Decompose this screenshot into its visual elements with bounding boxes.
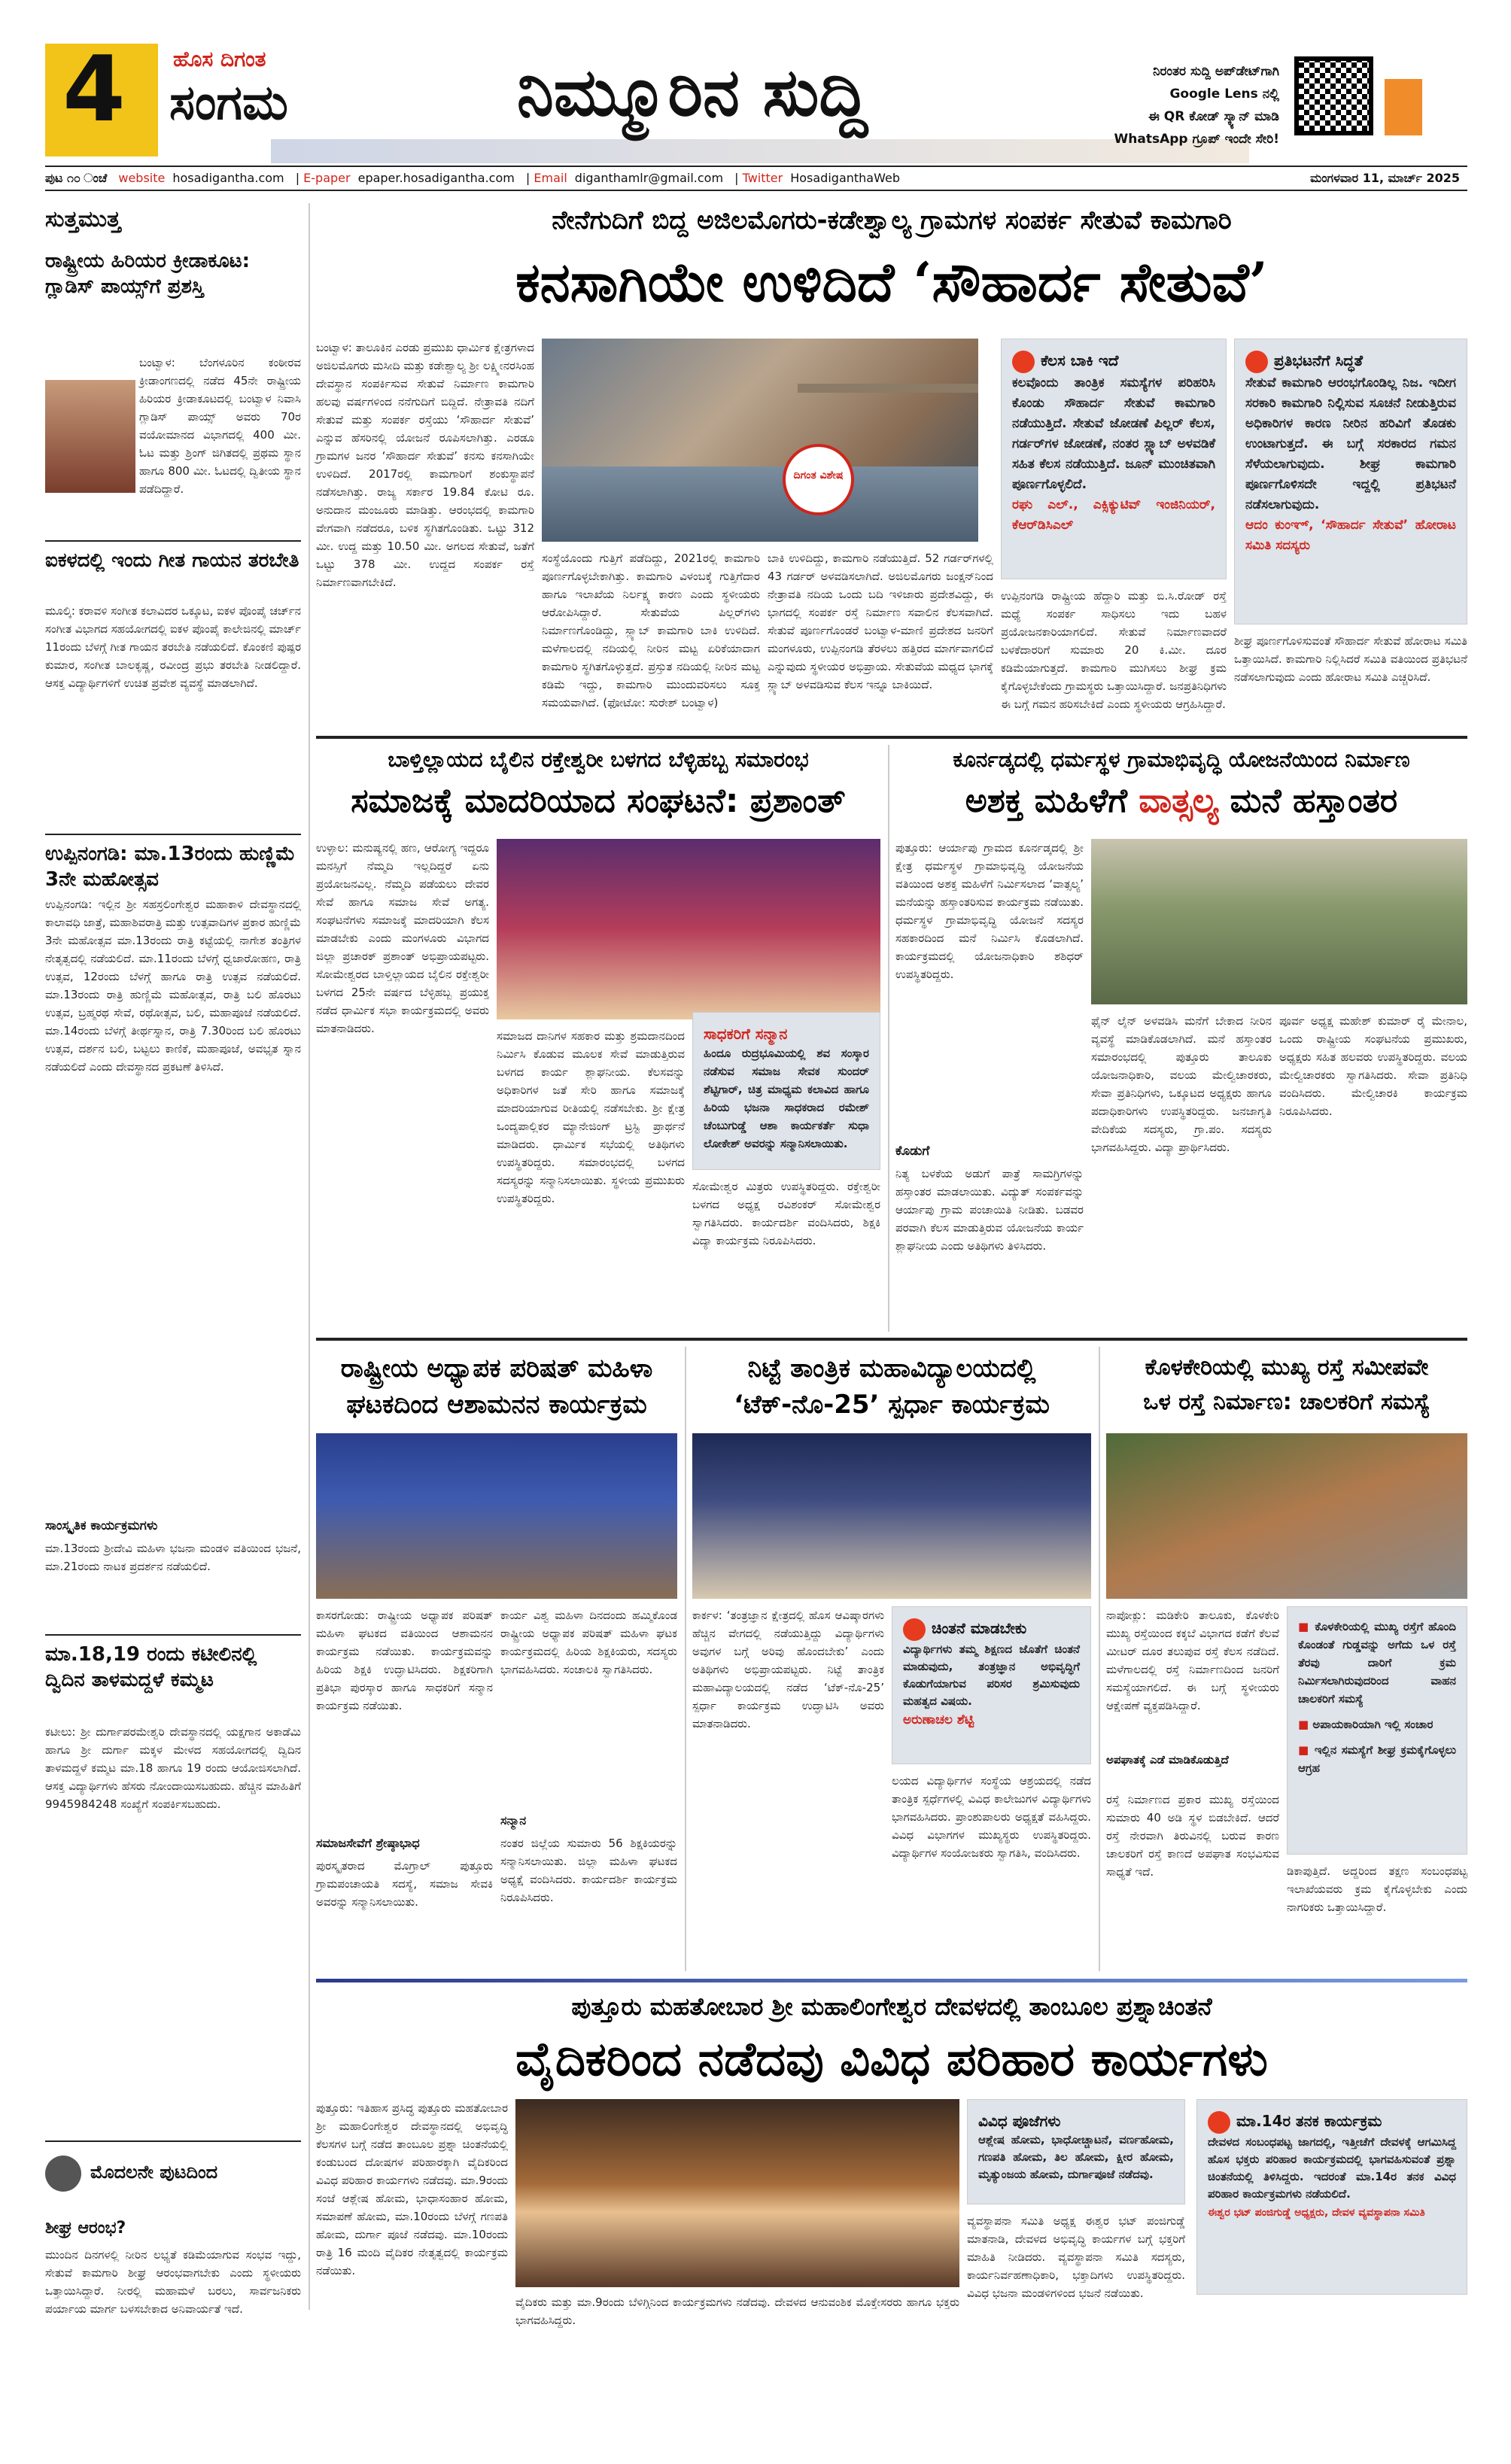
website-link[interactable]: hosadigantha.com xyxy=(172,171,284,185)
story3-col-1b: ನಿತ್ಯ ಬಳಕೆಯ ಅಡುಗೆ ಪಾತ್ರೆ ಸಾಮಗ್ರಿಗಳನ್ನು ಹಸ್ತಾಂತರ ಮಾಡಲಾಯಿತು. ವಿದ್ಯುತ್ ಸಂಪರ್ಕವನ್ನು ಆರ್ಯಾಪು ಗ್ರಾಮ ಪಂಚಾಯಿತಿ ನೀಡಿತು. ಬಡವರ ಪರವಾಗಿ ಕೆಲಸ ಮಾಡುತ್ತಿರುವ ಯೋಜನೆಯ ಕಾರ್ಯ ಶ್ಲಾಘನೀಯ ಎಂದು ಅತಿಥಿಗಳು ತಿಳಿಸಿದರು. xyxy=(895,1167,1084,1253)
box-title: ಕೆಲಸ ಬಾಕಿ ಇದೆ xyxy=(1012,350,1215,373)
divider xyxy=(45,834,301,835)
left-column xyxy=(45,203,301,2317)
box-author: ರಘು ಎಲ್., ಎಕ್ಸಿಕ್ಯುಟಿವ್ ಇಂಜಿನಿಯರ್, ಕೆಆರ್‌ಡಿಸಿಎಲ್ xyxy=(1012,497,1215,533)
story7-kicker: ಪುತ್ತೂರು ಮಹತೋಬಾರ ಶ್ರೀ ಮಹಾಲಿಂಗೇಶ್ವರ ದೇವಳದಲ್ಲಿ ತಾಂಬೂಲ ಪ್ರಶ್ನಾಚಿಂತನೆ xyxy=(571,1992,1212,2021)
news-title: ಶೀಘ್ರ ಆರಂಭ? xyxy=(45,2219,126,2238)
story7-col-1: ಪುತ್ತೂರು: ಇತಿಹಾಸ ಪ್ರಸಿದ್ಧ ಪುತ್ತೂರು ಮಹತೋಬಾರ ಶ್ರೀ ಮಹಾಲಿಂಗೇಶ್ವರ ದೇವಸ್ಥಾನದಲ್ಲಿ ಅಭಿವೃದ್ಧಿ ಕೆಲಸಗಳ ಬಗ್ಗೆ ನಡೆದ ತಾಂಬೂಲ ಪ್ರಶ್ನಾ ಚಿಂತನೆಯಲ್ಲಿ ಕಂಡುಬಂದ ದೋಷಗಳ ಪರಿಹಾರಕ್ಕಾಗಿ ವೈದಿಕರಿಂದ ವಿವಿಧ ಪರಿಹಾರ ಕಾರ್ಯಗಳು ನಡೆದವು. ಮಾ.9ರಂದು ಸಂಜೆ ಆಶ್ಲೇಷ ಹೋಮ, ಭಾಧಾಸಂಹಾರ ಹೋಮ, ಸಮಾಪಣೆ ಹೋಮ, ಮಾ.10ರಂದು ಬೆಳಗ್ಗೆ ಗಣಪತಿ ಹೋಮ, ದುರ್ಗಾ ಪೂಜೆ ನಡೆದವು. ಮಾ.10ರಂದು ರಾತ್ರಿ 16 ಮಂದಿ ವೈದಿಕರ ನೇತೃತ್ವದಲ್ಲಿ ಕಾರ್ಯಕ್ರಮ ನಡೆಯಿತು. xyxy=(316,2101,508,2277)
page-label: ಪುಟ ೧೦ ಂಚೆ xyxy=(45,171,108,185)
main-col-3: ಬಾಕಿ ಉಳಿದಿದ್ದು, ಕಾಮಗಾರಿ ನಡೆಯುತ್ತಿದೆ. 52 ಗರ್ಡರ್‌ಗಳಲ್ಲಿ 43 ಗರ್ಡರ್ ಅಳವಡಿಸಲಾಗಿದೆ. ಅಜಿಲಮೊಗರು ಜಂಕ್ಷನ್‌ನಿಂದ ನೇತ್ರಾವತಿ ನದಿಯ ಒಂದು ಬದಿ ಇಳಿಜಾರು ಪ್ರದೇಶವಿದ್ದು, ಈ ಭಾಗದಲ್ಲಿ ಸಂಪರ್ಕ ರಸ್ತೆ ನಿರ್ಮಾಣ ಸವಾಲಿನ ಕೆಲಸವಾಗಿದೆ. ಸೇತುವೆ ಪೂರ್ಣಗೊಂಡರೆ ಬಂಟ್ವಾಳ-ಮಾಣಿ ಪ್ರದೇಶದ ಜನರಿಗೆ ಮಂಗಳೂರು, ಉಪ್ಪಿನಂಗಡಿ ತೆರಳಲು ಹತ್ತಿರದ ಮಾರ್ಗವಾಗಲಿದೆ ಎನ್ನುವುದು ಸ್ಥಳೀಯರ ಅಭಿಪ್ರಾಯ. ಸೇತುವೆಯ ಮಧ್ಯದ ಭಾಗಕ್ಕೆ ಸ್ಲ್ಯಾಬ್ ಅಳವಡಿಸುವ ಕೆಲಸ ಇನ್ನೂ ಬಾಕಿಯಿದೆ. xyxy=(768,551,993,691)
epaper-label: E-paper xyxy=(303,171,351,185)
box-author: ಈಶ್ವರ ಭಟ್ ಪಂಜಿಗುಡ್ಡೆ ಅಧ್ಯಕ್ಷರು, ದೇವಳ ವ್ಯವಸ್ಥಾಪನಾ ಸಮಿತಿ xyxy=(1208,2206,1425,2219)
alert-icon xyxy=(1245,351,1268,373)
brand-publisher: ಹೊಸ ದಿಗಂತ xyxy=(173,47,266,71)
section-rule xyxy=(316,1979,1467,1982)
box-author: ಆದಂ ಕುಂಞ್, ‘ಸೌಹಾರ್ದ ಸೇತುವೆ’ ಹೋರಾಟ ಸಮಿತಿ ಸದಸ್ಯರು xyxy=(1245,517,1456,553)
info-box-work-pending xyxy=(1001,339,1227,579)
story6-headline xyxy=(1106,1350,1467,1420)
news-body: ಕಟೀಲು: ಶ್ರೀ ದುರ್ಗಾಪರಮೇಶ್ವರಿ ದೇವಸ್ಥಾನದಲ್ಲಿ ಯಕ್ಷಗಾನ ಅಕಾಡೆಮಿ ಹಾಗೂ ಶ್ರೀ ದುರ್ಗಾ ಮಕ್ಕಳ ಮೇಳದ ಸಹಯೋಗದಲ್ಲಿ ದ್ವಿದಿನ ತಾಳಮದ್ದಳೆ ಕಮ್ಮಟ ಮಾ.18 ಹಾಗೂ 19 ರಂದು ಆಯೋಜಿಸಲಾಗಿದೆ. ಆಸಕ್ತ ವಿದ್ಯಾರ್ಥಿಗಳು ಹೆಸರು ನೋಂದಾಯಿಸಬಹುದು. ಹೆಚ್ಚಿನ ಮಾಹಿತಿಗೆ 9945984248 ಸಂಖ್ಯೆಗೆ ಸಂಪರ್ಕಿಸಬಹುದು. xyxy=(45,1725,301,1811)
column-name: ಸುತ್ತಮುತ್ತ xyxy=(45,206,121,232)
pujas-box xyxy=(967,2099,1185,2204)
story4-col-2b: ನಂತರ ಜಿಲ್ಲೆಯ ಸುಮಾರು 56 ಶಿಕ್ಷಕಿಯರನ್ನು ಸನ್ಮಾನಿಸಲಾಯಿತು. ಜಿಲ್ಲಾ ಮಹಿಳಾ ಘಟಕದ ಅಧ್ಯಕ್ಷೆ ವಂದಿಸಿದರು. ಕಾರ್ಯದರ್ಶಿ ಕಾರ್ಯಕ್ರಮ ನಿರೂಪಿಸಿದರು. xyxy=(500,1837,677,1904)
story2-headline: ಸಮಾಜಕ್ಕೆ ಮಾದರಿಯಾದ ಸಂಘಟನೆ: ಪ್ರಶಾಂತ್ xyxy=(351,782,846,820)
bridge-deck xyxy=(798,384,978,393)
issue-bullets-box xyxy=(1287,1606,1467,1855)
alert-icon xyxy=(903,1618,926,1641)
divider xyxy=(45,2140,301,2142)
story3-headline: ಅಶಕ್ತ ಮಹಿಳೆಗೆ ವಾತ್ಸಲ್ಯ ಮನೆ ಹಸ್ತಾಂತರ xyxy=(965,782,1398,820)
qr-code[interactable] xyxy=(1294,56,1373,135)
column-separator xyxy=(888,745,889,1332)
story2-col-3: ಸೋಮೇಶ್ವರ ಮಿತ್ರರು ಉಪಸ್ಥಿತರಿದ್ದರು. ರಕ್ತೇಶ್ವರೀ ಬಳಗದ ಅಧ್ಯಕ್ಷ ರವಿಶಂಕರ್ ಸೋಮೇಶ್ವರ ಸ್ವಾಗತಿಸಿದರು. ಕಾರ್ಯದರ್ಶಿ ವಂದಿಸಿದರು, ಶಿಕ್ಷಕಿ ವಿದ್ಯಾ ಕಾರ್ಯಕ್ರಮ ನಿರೂಪಿಸಿದರು. xyxy=(692,1180,880,1247)
news-body xyxy=(45,354,301,534)
felicitation-box xyxy=(692,1012,880,1170)
main-col-4: ಉಪ್ಪಿನಂಗಡಿ ರಾಷ್ಟ್ರೀಯ ಹೆದ್ದಾರಿ ಮತ್ತು ಬಿ.ಸಿ.ರೋಡ್ ರಸ್ತೆ ಮಧ್ಯೆ ಸಂಪರ್ಕ ಸಾಧಿಸಲು ಇದು ಬಹಳ ಪ್ರಯೋಜನಕಾರಿಯಾಗಲಿದೆ. ಸೇತುವೆ ನಿರ್ಮಾಣವಾದರೆ ಬಳಕೆದಾರರಿಗೆ ಸುಮಾರು 20 ಕಿ.ಮೀ. ದೂರ ಕಡಿಮೆಯಾಗುತ್ತದೆ. ಕಾಮಗಾರಿ ಮುಗಿಸಲು ಶೀಘ್ರ ಕ್ರಮ ಕೈಗೊಳ್ಳಬೇಕೆಂದು ಗ್ರಾಮಸ್ಥರು ಒತ್ತಾಯಿಸಿದ್ದಾರೆ. ಜನಪ್ರತಿನಿಧಿಗಳು ಈ ಬಗ್ಗೆ ಗಮನ ಹರಿಸಬೇಕಿದೆ ಎಂದು ಸ್ಥಳೀಯರು ಆಗ್ರಹಿಸಿದ್ದಾರೆ. xyxy=(1001,589,1227,711)
subheading: ಕೊಡುಗೆ xyxy=(895,1144,930,1159)
story4-col-2: ಕಾರ್ಯ ವಿಶ್ವ ಮಹಿಳಾ ದಿನದಂದು ಹಮ್ಮಿಕೊಂಡ ರಾಷ್ಟ್ರೀಯ ಅಧ್ಯಾಪಕ ಪರಿಷತ್ ಮಹಿಳಾ ಘಟಕ ಕಾರ್ಯಕ್ರಮದಲ್ಲಿ ಹಿರಿಯ ಶಿಕ್ಷಕಿಯರು, ಸದಸ್ಯರು ಭಾಗವಹಿಸಿದರು. ಸಂಚಾಲಕಿ ಸ್ವಾಗತಿಸಿದರು. xyxy=(500,1609,677,1676)
main-kicker: ನೇನೆಗುದಿಗೆ ಬಿದ್ದ ಅಜಿಲಮೊಗರು-ಕಡೇಶ್ವಾಲ್ಯ ಗ್ರಾಮಗಳ ಸಂಪರ್ಕ ಸೇತುವೆ ಕಾಮಗಾರಿ xyxy=(552,205,1232,235)
headline-line: ‘ಟೆಕ್-ನೊ-25’ ಸ್ಪರ್ಧಾ ಕಾರ್ಯಕ್ರಮ xyxy=(734,1390,1050,1420)
story7-col-3: ವೈದಿಕರು ಮತ್ತು ಮಾ.9ರಂದು ಬೆಳಿಗ್ಗಿನಿಂದ ಕಾರ್ಯಕ್ರಮಗಳು ನಡೆದವು. ದೇವಳದ ಆನುವಂಶಿಕ ಮೊಕ್ತೇಸರರು ಹಾಗೂ ಭಕ್ತರು ಭಾಗವಹಿಸಿದ್ದರು. xyxy=(515,2295,959,2327)
story5-col-2: ಲಯದ ವಿದ್ಯಾರ್ಥಿಗಳ ಸಂಸ್ಥೆಯ ಆಶ್ರಯದಲ್ಲಿ ನಡೆದ ತಾಂತ್ರಿಕ ಸ್ಪರ್ಧೆಗಳಲ್ಲಿ ವಿವಿಧ ಕಾಲೇಜುಗಳ ವಿದ್ಯಾರ್ಥಿಗಳು ಭಾಗವಹಿಸಿದರು. ಪ್ರಾಂಶುಪಾಲರು ಅಧ್ಯಕ್ಷತೆ ವಹಿಸಿದ್ದರು. ವಿವಿಧ ವಿಭಾಗಗಳ ಮುಖ್ಯಸ್ಥರು ಉಪಸ್ಥಿತರಿದ್ದರು. ವಿದ್ಯಾರ್ಥಿಗಳ ಸಂಯೋಜಕರು ಸ್ವಾಗತಿಸಿ, ವಂದಿಸಿದರು. xyxy=(892,1774,1091,1860)
page-number: 4 xyxy=(62,38,126,142)
subheading: ಅಪಘಾತಕ್ಕೆ ಎಡೆ ಮಾಡಿಕೊಡುತ್ತಿದೆ xyxy=(1106,1753,1229,1767)
news-body: ಮುಂದಿನ ದಿನಗಳಲ್ಲಿ ನೀರಿನ ಲಭ್ಯತೆ ಕಡಿಮೆಯಾಗುವ ಸಂಭವ ಇದ್ದು, ಸೇತುವೆ ಕಾಮಗಾರಿ ಶೀಘ್ರ ಆರಂಭವಾಗಬೇಕು ಎಂದು ಸ್ಥಳೀಯರು ಒತ್ತಾಯಿಸಿದ್ದಾರೆ. ನೀರಲ್ಲಿ ಮಹಾಮಳೆ ಬರಲು, ಸಾರ್ವಜನಿಕರು ಪರ್ಯಾಯ ಮಾರ್ಗ ಬಳಸಬೇಕಾದ ಅನಿವಾರ್ಯತೆ ಇದೆ. xyxy=(45,2248,301,2316)
headline-line: ಘಟಕದಿಂದ ಆಶಾಮನನ ಕಾರ್ಯಕ್ರಮ xyxy=(346,1390,647,1420)
photo-space xyxy=(45,380,139,493)
main-col-5: ಶೀಘ್ರ ಪೂರ್ಣಗೊಳಿಸುವಂತೆ ಸೌಹಾರ್ದ ಸೇತುವೆ ಹೋರಾಟ ಸಮಿತಿ ಒತ್ತಾಯಿಸಿದೆ. ಕಾಮಗಾರಿ ನಿಲ್ಲಿಸಿದರೆ ಸಮಿತಿ ವತಿಯಿಂದ ಪ್ರತಿಭಟನೆ ನಡೆಸಲಾಗುವುದು ಎಂದು ಹೋರಾಟ ಸಮಿತಿ ಎಚ್ಚರಿಸಿದೆ. xyxy=(1234,634,1467,684)
story2-col-1: ಉಳ್ಳಾಲ: ಮನುಷ್ಯನಲ್ಲಿ ಹಣ, ಆರೋಗ್ಯ ಇದ್ದರೂ ಮನಸ್ಸಿಗೆ ನೆಮ್ಮದಿ ಇಲ್ಲದಿದ್ದರೆ ಏನು ಪ್ರಯೋಜನವಿಲ್ಲ. ನೆಮ್ಮದಿ ಪಡೆಯಲು ದೇವರ ಸೇವೆ ಹಾಗೂ ಸಮಾಜ ಸೇವೆ ಅಗತ್ಯ. ಸಂಘಟನೆಗಳು ಸಮಾಜಕ್ಕೆ ಮಾದರಿಯಾಗಿ ಕೆಲಸ ಮಾಡಬೇಕು ಎಂದು ಮಂಗಳೂರು ವಿಭಾಗದ ಜಿಲ್ಲಾ ಪ್ರಚಾರಕ್ ಪ್ರಶಾಂತ್ ಅಭಿಪ್ರಾಯಪಟ್ಟರು. ಸೋಮೇಶ್ವರದ ಬಾಳ್ತಿಲ್ಲಾಯದ ಬೈಲಿನ ರಕ್ತೇಶ್ವರೀ ಬಳಗದ 25ನೇ ವರ್ಷದ ಬೆಳ್ಳಿಹಬ್ಬ ಪ್ರಯುಕ್ತ ನಡೆದ ಧಾರ್ಮಿಕ ಸಭಾ ಕಾರ್ಯಕ್ರಮದಲ್ಲಿ ಅವರು ಮಾತನಾಡಿದರು. xyxy=(316,841,489,1035)
section-title: ನಿಮ್ಮೂರಿನ ಸುದ್ದಿ xyxy=(516,53,868,131)
box-title: ಪ್ರತಿಭಟನೆಗೆ ಸಿದ್ಧತೆ xyxy=(1245,350,1456,373)
river xyxy=(542,466,978,542)
headline-line: ಒಳ ರಸ್ತೆ ನಿರ್ಮಾಣ: ಚಾಲಕರಿಗೆ ಸಮಸ್ಯೆ xyxy=(1143,1389,1430,1415)
story3-kicker: ಕೂರ್ನಡ್ಕದಲ್ಲಿ ಧರ್ಮಸ್ಥಳ ಗ್ರಾಮಾಭಿವೃದ್ಧಿ ಯೋಜನೆಯಿಂದ ನಿರ್ಮಾಣ xyxy=(953,747,1410,772)
qr-note-line: Google Lens ನಲ್ಲಿ xyxy=(1169,87,1279,102)
brand-section-name: ಸಂಗಮ xyxy=(169,75,288,131)
issue-date: ಮಂಗಳವಾರ 11, ಮಾರ್ಚ್ 2025 xyxy=(1310,171,1460,185)
column-separator xyxy=(1099,1347,1100,1971)
story6-col-1: ನಾಪೋಕ್ಲು: ಮಡಿಕೇರಿ ತಾಲೂಕು, ಕೊಳಕೇರಿ ಮುಖ್ಯ ರಸ್ತೆಯಿಂದ ಕಕ್ಕಬೆ ವಿಭಾಗದ ಕಡೆಗೆ ಕೆಲವೆ ಮೀಟರ್ ದೂರ ತಲುಪುವ ರಸ್ತೆ ಕೆಲಸ ನಡೆದಿದೆ. ಮಳೆಗಾಲದಲ್ಲಿ ರಸ್ತೆ ನಿರ್ಮಾಣದಿಂದ ಜನರಿಗೆ ಸಮಸ್ಯೆಯಾಗಲಿದೆ. ಈ ಬಗ್ಗೆ ಸ್ಥಳೀಯರು ಆಕ್ಷೇಪಣೆ ವ್ಯಕ್ತಪಡಿಸಿದ್ದಾರೆ. xyxy=(1106,1609,1279,1712)
info-box-protest xyxy=(1234,339,1467,624)
headline-line: ನಿಟ್ಟೆ ತಾಂತ್ರಿಕ ಮಹಾವಿದ್ಯಾಲಯದಲ್ಲಿ xyxy=(747,1354,1036,1384)
main-headline: ಕನಸಾಗಿಯೇ ಉಳಿದಿದೆ ‘ಸೌಹಾರ್ದ ಸೇತುವೆ’ xyxy=(515,250,1268,314)
story6-col-2: ಡಿಕಾಪುತ್ತಿದೆ. ಅದ್ದರಿಂದ ತಕ್ಷಣ ಸಂಬಂಧಪಟ್ಟ ಇಲಾಖೆಯವರು ಕ್ರಮ ಕೈಗೊಳ್ಳಬೇಕು ಎಂದು ನಾಗರಿಕರು ಒತ್ತಾಯಿಸಿದ್ದಾರೆ. xyxy=(1287,1864,1467,1914)
box-body: ಕಲವೊಂದು ತಾಂತ್ರಿಕ ಸಮಸ್ಯೆಗಳ ಪರಿಹರಿಸಿ ಕೊಂಡು ಸೌಹಾರ್ದ ಸೇತುವೆ ಕಾಮಗಾರಿ ನಡೆಯುತ್ತಿದೆ. ಸೇತುವೆ ಜೋಡಣೆ ಪಿಲ್ಲರ್ ಕೆಲಸ, ಗರ್ಡರ್‌ಗಳ ಜೋಡಣೆ, ನಂತರ ಸ್ಲ್ಯಾಬ್ ಅಳವಡಿಕೆ ಸಹಿತ ಕೆಲಸ ನಡೆಯುತ್ತಿದೆ. ಜೂನ್ ಮುಂಚಿತವಾಗಿ ಪೂರ್ಣಗೊಳ್ಳಲಿದೆ. xyxy=(1012,375,1215,492)
house-handover-photo xyxy=(1091,839,1467,1004)
divider xyxy=(45,1634,301,1636)
techno-event-photo xyxy=(692,1433,1091,1599)
box-title: ಮಾ.14ರ ತನಕ ಕಾರ್ಯಕ್ರಮ xyxy=(1208,2110,1456,2134)
column-separator xyxy=(685,1347,686,1971)
story4-headline xyxy=(316,1350,677,1423)
news-title: ಮಾ.18,19 ರಂದು ಕಟೀಲಿನಲ್ಲಿ ದ್ವಿದಿನ ತಾಳಮದ್ದಳೆ ಕಮ್ಮಟ xyxy=(45,1643,257,1691)
box-title: ವಿವಿಧ ಪೂಜೆಗಳು xyxy=(978,2112,1061,2130)
story5-headline xyxy=(692,1350,1091,1423)
section-rule xyxy=(316,1338,1467,1341)
pencil-icon xyxy=(45,2156,81,2192)
twitter-link[interactable]: HosadiganthaWeb xyxy=(790,171,900,185)
headline-line: ರಾಷ್ಟ್ರೀಯ ಅಧ್ಯಾಪಕ ಪರಿಷತ್ ಮಹಿಳಾ xyxy=(340,1354,653,1384)
story2-col-2: ಸಮಾಜದ ದಾನಿಗಳ ಸಹಕಾರ ಮತ್ತು ಶ್ರಮದಾನದಿಂದ ನಿರ್ಮಿಸಿ ಕೊಡುವ ಮೂಲಕ ಸೇವೆ ಮಾಡುತ್ತಿರುವ ಬಳಗದ ಕಾರ್ಯ ಶ್ಲಾಘನೀಯ. ಕೆಲಸವನ್ನು ಅಧಿಕಾರಿಗಳ ಜತೆ ಸೇರಿ ಹಾಗೂ ಸಮಾಜಕ್ಕೆ ಮಾದರಿಯಾಗುವ ರೀತಿಯಲ್ಲಿ ನಡೆಸಬೇಕು. ಶ್ರೀ ಕ್ಷೇತ್ರ ಒಂದ್ಯಪಾಲ್ಲಿಕರ ಮ್ಯಾನೇಜಿಂಗ್ ಟ್ರಸ್ಟಿ ಪ್ರಾರ್ಥನೆ ಮಾಡಿದರು. ಧಾರ್ಮಿಕ ಸಭೆಯಲ್ಲಿ ಅತಿಥಿಗಳು ಉಪಸ್ಥಿತರಿದ್ದರು. ಸಮಾರಂಭದಲ್ಲಿ ಬಳಗದ ಸದಸ್ಯರನ್ನು ಸನ್ಮಾನಿಸಲಾಯಿತು. ಸ್ಥಳೀಯ ಪ್ರಮುಖರು ಉಪಸ್ಥಿತರಿದ್ದರು. xyxy=(497,1029,685,1205)
box-title: ಚಿಂತನೆ ಮಾಡಬೇಕು xyxy=(903,1618,1080,1641)
bullet-item: ■ ಕೊಳಕೇರಿಯಲ್ಲಿ ಮುಖ್ಯ ರಸ್ತೆಗೆ ಹೊಂದಿ ಕೊಂಡಂತೆ ಗುಡ್ಡವನ್ನು ಅಗೆದು ಒಳ ರಸ್ತೆ ತೆರವು ದಾರಿಗೆ ಕ್ರಮ ನಿರ್ಮಿಸಲಾಗಿರುವುದರಿಂದ ವಾಹನ ಚಾಲಕರಿಗೆ ಸಮಸ್ಯೆ xyxy=(1298,1620,1456,1706)
bullet-item: ■ ಅಪಾಯಕಾರಿಯಾಗಿ ಇಲ್ಲಿ ಸಂಚಾರ xyxy=(1298,1718,1433,1731)
event-photo xyxy=(497,839,880,1019)
email-link[interactable]: diganthamlr@gmail.com xyxy=(574,171,724,185)
news-body: ಉಪ್ಪಿನಂಗಡಿ: ಇಲ್ಲಿನ ಶ್ರೀ ಸಹಸ್ರಲಿಂಗೇಶ್ವರ ಮಹಾಕಾಳಿ ದೇವಸ್ಥಾನದಲ್ಲಿ ಕಾಲಾವಧಿ ಜಾತ್ರೆ, ಮಹಾಶಿವರಾತ್ರಿ ಮತ್ತು ಉತ್ಸವಾದಿಗಳ ಪ್ರಕಾರ ಹುಣ್ಣಿಮೆ 3ನೇ ಮಹೋತ್ಸವ ಮಾ.13ರಂದು ರಾತ್ರಿ ಕಟ್ಟೆಯಲ್ಲಿ ನಾಗೇಶ ತಂತ್ರಿಗಳ ನೇತೃತ್ವದಲ್ಲಿ ನಡೆಯಲಿದೆ. ಮಾ.11ರಂದು ಬೆಳಗ್ಗೆ ಧ್ವಜಾರೋಹಣ, ರಾತ್ರಿ ಉತ್ಸವ, 12ರಂದು ಬೆಳಗ್ಗೆ ಹಾಗೂ ರಾತ್ರಿ ಉತ್ಸವ ನಡೆಯಲಿದೆ. ಮಾ.13ರಂದು ರಾತ್ರಿ ಹುಣ್ಣಿಮೆ ಮಹೋತ್ಸವ, ರಾತ್ರಿ ಬಲಿ ಹೊರಟು ಉತ್ಸವ, ಬ್ರಹ್ಮರಥ ಸೇವೆ, ರಥೋತ್ಸವ, ಬಲಿ, ಮಹಾಪೂಜೆ ನಡೆಯಲಿದೆ. ಮಾ.14ರಂದು ಬೆಳಗ್ಗೆ ತೀರ್ಥಸ್ನಾನ, ರಾತ್ರಿ 7.30ರಿಂದ ಬಲಿ ಹೊರಟು ಉತ್ಸವ, ದರ್ಶನ ಬಲಿ, ಬಟ್ಟಲು ಕಾಣಿಕೆ, ಮಹಾಪೂಜೆ, ಅವಭೃತ ಸ್ನಾನ ನಡೆಯಲಿದೆ ಎಂದು ದೇವಸ್ಥಾನದ ಪ್ರಕಟಣೆ ತಿಳಿಸಿದೆ. xyxy=(45,898,301,1074)
story6-col-1b: ರಸ್ತೆ ನಿರ್ಮಾಣದ ಪ್ರಕಾರ ಮುಖ್ಯ ರಸ್ತೆಯಿಂದ ಸುಮಾರು 40 ಅಡಿ ಸ್ಥಳ ಬಿಡಬೇಕಿದೆ. ಆದರೆ ರಸ್ತೆ ನೇರವಾಗಿ ತಿರುವಿನಲ್ಲಿ ಬರುವ ಕಾರಣ ಚಾಲಕರಿಗೆ ರಸ್ತೆ ಕಾಣದೆ ಅಪಘಾತ ಸಂಭವಿಸುವ ಸಾಧ್ಯತೆ ಇದೆ. xyxy=(1106,1793,1279,1879)
alert-icon xyxy=(1012,351,1035,373)
qr-note-line: ನಿರಂತರ ಸುದ್ದಿ ಅಪ್‌ಡೇಟ್‌ಗಾಗಿ xyxy=(1153,64,1279,79)
qr-note xyxy=(888,60,1279,150)
story7-headline: ವೈದಿಕರಿಂದ ನಡೆದವು ವಿವಿಧ ಪರಿಹಾರ ಕಾರ್ಯಗಳು xyxy=(515,2031,1268,2086)
news-body: ಮಾ.13ರಂದು ಶ್ರೀದೇವಿ ಮಹಿಳಾ ಭಜನಾ ಮಂಡಳಿ ವತಿಯಿಂದ ಭಜನೆ, ಮಾ.21ರಂದು ನಾಟಕ ಪ್ರದರ್ಶನ ನಡೆಯಲಿದೆ. xyxy=(45,1542,301,1573)
first-page-banner xyxy=(45,2152,301,2197)
news-title: ಐಕಳದಲ್ಲಿ ಇಂದು ಗೀತ ಗಾಯನ ತರಬೇತಿ xyxy=(45,549,299,572)
ritual-photo xyxy=(515,2099,959,2287)
box-body: ವಿದ್ಯಾರ್ಥಿಗಳು ತಮ್ಮ ಶಿಕ್ಷಣದ ಜೊತೆಗೆ ಚಿಂತನೆ ಮಾಡುವುದು, ತಂತ್ರಜ್ಞಾನ ಅಭಿವೃದ್ಧಿಗೆ ಕೊಡುಗೆಯಾಗುವ ಪರಿಸರ ಶ್ರಮಿಸುವುದು ಮಹತ್ವದ ವಿಷಯ. xyxy=(903,1642,1080,1708)
bridge-photo xyxy=(542,339,978,542)
headline-line: ಕೊಳಕೇರಿಯಲ್ಲಿ ಮುಖ್ಯ ರಸ್ತೆ ಸಮೀಪವೇ xyxy=(1145,1354,1429,1381)
column-separator xyxy=(309,203,310,2310)
story4-col-1b: ಪುರಸ್ಕೃತರಾದ ಮೊಗ್ರಾಲ್ ಪುತ್ತೂರು ಗ್ರಾಮಪಂಚಾಯತಿ ಸದಸ್ಯೆ, ಸಮಾಜ ಸೇವಕಿ ಅವರನ್ನು ಸನ್ಮಾನಿಸಲಾಯಿತು. xyxy=(316,1859,493,1909)
qr-note-line: ಈ QR ಕೋಡ್ ಸ್ಕ್ಯಾನ್ ಮಾಡಿ xyxy=(1148,109,1279,124)
box-body: ದೇವಳದ ಸಂಬಂಧಪಟ್ಟ ಜಾಗದಲ್ಲಿ, ಇತ್ತೀಚೆಗೆ ದೇವಳಕ್ಕೆ ಆಗಮಿಸಿದ್ದ ಹೊಸ ಭಕ್ತರು ಪರಿಹಾರ ಕಾರ್ಯಕ್ರಮದಲ್ಲಿ ಭಾಗವಹಿಸುವಂತೆ ಪ್ರಶ್ನಾ ಚಿಂತನೆಯಲ್ಲಿ ತಿಳಿಸಿದ್ದರು. ಇದರಂತೆ ಮಾ.14ರ ತನಕ ವಿವಿಧ ಪರಿಹಾರ ಕಾರ್ಯಕ್ರಮಗಳು ನಡೆಯಲಿದೆ. xyxy=(1208,2134,1456,2201)
story2-kicker: ಬಾಳ್ತಿಲ್ಲಾಯದ ಬೈಲಿನ ರಕ್ತೇಶ್ವರೀ ಬಳಗದ ಬೆಳ್ಳಿಹಬ್ಬ ಸಮಾರಂಭ xyxy=(388,747,809,772)
road-photo xyxy=(1106,1433,1467,1599)
schedule-box xyxy=(1196,2099,1467,2295)
subheading: ಸಾಂಸ್ಕೃತಿಕ ಕಾರ್ಯಕ್ರಮಗಳು xyxy=(45,1518,158,1533)
contact-bar: ಪುಟ ೧೦ ಂಚೆ website hosadigantha.com | E-paper epaper.hosadigantha.com | Email diganthamlr@gmail.com | Twitter HosadiganthaWeb ಮಂಗಳವಾರ 11, ಮಾರ್ಚ್ 2025 xyxy=(45,166,1467,191)
story3-col-3: ಪೂರ್ವ ಅಧ್ಯಕ್ಷ ಮಹೇಶ್ ಕುಮಾರ್ ರೈ ಮೇನಾಲ, ಒಂದು ರಾಷ್ಟ್ರೀಯ ಸಂಘಟನೆಯ ಪ್ರಮುಖರು, ಅಧ್ಯಕ್ಷರು ಸಹಿತ ಹಲವರು ಉಪಸ್ಥಿತರಿದ್ದರು. ವಲಯ ಮೇಲ್ವಿಚಾರಕರು ಸ್ವಾಗತಿಸಿದರು. ಸೇವಾ ಪ್ರತಿನಿಧಿ ವಂದಿಸಿದರು. ಮೇಲ್ವಿಚಾರಕಿ ಕಾರ್ಯಕ್ರಮ ನಿರೂಪಿಸಿದರು. xyxy=(1279,1014,1467,1118)
qr-note-line: WhatsApp ಗ್ರೂಪ್ ಇಂದೇ ಸೇರಿ! xyxy=(1114,132,1279,147)
twitter-label: Twitter xyxy=(742,171,783,185)
first-page-title: ಮೊದಲನೇ ಪುಟದಿಂದ xyxy=(90,2162,218,2183)
section-rule xyxy=(316,736,1467,739)
accent-block xyxy=(1385,79,1422,135)
story5-col-1: ಕಾರ್ಕಳ: ‘ತಂತ್ರಜ್ಞಾನ ಕ್ಷೇತ್ರದಲ್ಲಿ ಹೊಸ ಆವಿಷ್ಕಾರಗಳು ಹೆಚ್ಚಿನ ವೇಗದಲ್ಲಿ ನಡೆಯುತ್ತಿದ್ದು ವಿದ್ಯಾರ್ಥಿಗಳು ಅವುಗಳ ಬಗ್ಗೆ ಅರಿವು ಹೊಂದಬೇಕು’ ಎಂದು ಅತಿಥಿಗಳು ಅಭಿಪ್ರಾಯಪಟ್ಟರು. ನಿಟ್ಟೆ ತಾಂತ್ರಿಕ ಮಹಾವಿದ್ಯಾಲಯದಲ್ಲಿ ನಡೆದ ‘ಟೆಕ್-ನೊ-25’ ಸ್ಪರ್ಧಾ ಕಾರ್ಯಕ್ರಮ ಉದ್ಘಾಟಿಸಿ ಅವರು ಮಾತನಾಡಿದರು. xyxy=(692,1609,884,1730)
think-box xyxy=(892,1606,1091,1764)
story3-col-1: ಪುತ್ತೂರು: ಆರ್ಯಾಪು ಗ್ರಾಮದ ಕೂರ್ನಡ್ಕದಲ್ಲಿ ಶ್ರೀ ಕ್ಷೇತ್ರ ಧರ್ಮಸ್ಥಳ ಗ್ರಾಮಾಭಿವೃದ್ಧಿ ಯೋಜನೆಯ ವತಿಯಿಂದ ಅಶಕ್ತ ಮಹಿಳೆಗೆ ನಿರ್ಮಿಸಲಾದ ‘ವಾತ್ಸಲ್ಯ’ ಮನೆಯನ್ನು ಹಸ್ತಾಂತರಿಸುವ ಕಾರ್ಯಕ್ರಮ ನಡೆಯಿತು. ಧರ್ಮಸ್ಥಳ ಗ್ರಾಮಾಭಿವೃದ್ಧಿ ಯೋಜನೆ ಸದಸ್ಯರ ಸಹಕಾರದಿಂದ ಮನೆ ನಿರ್ಮಿಸಿ ಕೊಡಲಾಗಿದೆ. ಕಾರ್ಯಕ್ರಮದಲ್ಲಿ ಯೋಜನಾಧಿಕಾರಿ ಶಶಿಧರ್ ಉಪಸ್ಥಿತರಿದ್ದರು. xyxy=(895,841,1084,981)
epaper-link[interactable]: epaper.hosadigantha.com xyxy=(357,171,515,185)
news-text: ಬಂಟ್ವಾಳ: ಬೆಂಗಳೂರಿನ ಕಂಠೀರವ ಕ್ರೀಡಾಂಗಣದಲ್ಲಿ ನಡೆದ 45ನೇ ರಾಷ್ಟ್ರೀಯ ಹಿರಿಯರ ಕ್ರೀಡಾಕೂಟದಲ್ಲಿ ಬಂಟ್ವಾಳ ನಿವಾಸಿ ಗ್ಲಾಡಿಸ್ ಪಾಯ್ಸ್ ಅವರು 70ರ ವಯೋಮಾನದ ವಿಭಾಗದಲ್ಲಿ 400 ಮೀ. ಓಟ ಮತ್ತು ಶ್ರಿಂಗ್ ಜಿಗಿತದಲ್ಲಿ ಪ್ರಥಮ ಸ್ಥಾನ ಹಾಗೂ 800 ಮೀ. ಓಟದಲ್ಲಿ ದ್ವಿತೀಯ ಸ್ಥಾನ ಪಡೆದಿದ್ದಾರೆ. xyxy=(139,356,301,496)
meeting-photo xyxy=(316,1433,677,1599)
box-body: ಸೇತುವೆ ಕಾಮಗಾರಿ ಆರಂಭಗೊಂಡಿಲ್ಲ ನಿಜ. ಇದೀಗ ಸರಕಾರಿ ಕಾಮಗಾರಿ ನಿಲ್ಲಿಸುವ ಸೂಚನೆ ನೀಡುತ್ತಿರುವ ಅಧಿಕಾರಿಗಳ ಕಾರಣ ನೀರಿನ ಹರಿವಿಗೆ ತೊಡಕು ಉಂಟಾಗುತ್ತದೆ. ಈ ಬಗ್ಗೆ ಸರಕಾರದ ಗಮನ ಸೆಳೆಯಲಾಗುವುದು. ಶೀಘ್ರ ಕಾಮಗಾರಿ ಪೂರ್ಣಗೊಳಿಸದೇ ಇದ್ದಲ್ಲಿ ಪ್ರತಿಭಟನೆ ನಡೆಸಲಾಗುವುದು. xyxy=(1245,375,1456,512)
box-author: ಅರುಣಾಚಲ ಶೆಟ್ಟಿ xyxy=(903,1712,974,1727)
main-col-1: ಬಂಟ್ವಾಳ: ತಾಲೂಕಿನ ಎರಡು ಪ್ರಮುಖ ಧಾರ್ಮಿಕ ಕ್ಷೇತ್ರಗಳಾದ ಅಜಿಲಮೊಗರು ಮಸೀದಿ ಮತ್ತು ಕಡೇಶ್ವಾಲ್ಯ ಶ್ರೀ ಲಕ್ಷ್ಮೀನರಸಿಂಹ ದೇವಸ್ಥಾನ ಸಂಪರ್ಕಿಸುವ ಸೇತುವೆ ನಿರ್ಮಾಣ ಕಾಮಗಾರಿ ಹಲವು ವರ್ಷಗಳಿಂದ ನನೆಗುದಿಗೆ ಬಿದ್ದಿದೆ. ನೇತ್ರಾವತಿ ನದಿಗೆ ಸೇತುವೆ ಮತ್ತು ಸಂಪರ್ಕ ರಸ್ತೆಯು ‘ಸೌಹಾರ್ದ ಸೇತುವೆ’ ಎನ್ನುವ ಹೆಸರಿನಲ್ಲಿ ಯೋಜನೆ ರೂಪಿಸಲಾಗಿತ್ತು. ಎರಡೂ ಗ್ರಾಮಗಳ ಜನರ ‘ಸೌಹಾರ್ದ ಸೇತುವೆ’ ಕನಸು ಕನಸಾಗಿಯೇ ಉಳಿದಿದೆ. 2017ರಲ್ಲಿ ಕಾಮಗಾರಿಗೆ ಶಂಕುಸ್ಥಾಪನೆ ನಡೆಸಲಾಗಿತ್ತು. ರಾಜ್ಯ ಸರ್ಕಾರ 19.84 ಕೋಟಿ ರೂ. ಅನುದಾನ ಮಂಜೂರು ಮಾಡಿತ್ತು. ಆರಂಭದಲ್ಲಿ ಕಾಮಗಾರಿ ವೇಗವಾಗಿ ನಡೆದರೂ, ಬಳಿಕ ಸ್ಥಗಿತಗೊಂಡಿತು. ಒಟ್ಟು 312 ಮೀ. ಉದ್ದ ಮತ್ತು 10.50 ಮೀ. ಅಗಲದ ಸೇತುವೆ, ಜತೆಗೆ ಒಟ್ಟು 378 ಮೀ. ಉದ್ದದ ಸಂಪರ್ಕ ರಸ್ತೆ ನಿರ್ಮಾಣವಾಗಬೇಕಿದೆ. xyxy=(316,341,534,589)
special-stamp: ದಿಗಂತ ವಿಶೇಷ xyxy=(783,444,854,515)
website-label: website xyxy=(118,171,166,185)
box-body: ಹಿಂದೂ ರುದ್ರಭೂಮಿಯಲ್ಲಿ ಶವ ಸಂಸ್ಕಾರ ನಡೆಸುವ ಸಮಾಜ ಸೇವಕ ಸುಂದರ್ ಶೆಟ್ಟಿಗಾರ್, ಚಿತ್ರ ಮಾಧ್ಯಮ ಕಲಾವಿದ ಹಾಗೂ ಹಿರಿಯ ಭಜನಾ ಸಾಧಕರಾದ ರಮೇಶ್ ಚೆಂಬುಗುಡ್ಡೆ ಆಶಾ ಕಾರ್ಯಕರ್ತೆ ಸುಧಾ ಲೋಕೇಶ್ ಅವರನ್ನು ಸನ್ಮಾನಿಸಲಾಯಿತು. xyxy=(704,1047,869,1150)
alert-icon xyxy=(1208,2111,1230,2134)
story3-col-2: ಫೈನ್ ಲೈನ್ ಅಳವಡಿಸಿ ಮನೆಗೆ ಬೇಕಾದ ನೀರಿನ ವ್ಯವಸ್ಥೆ ಮಾಡಿಕೊಡಲಾಗಿದೆ. ಮನೆ ಹಸ್ತಾಂತರ ಸಮಾರಂಭದಲ್ಲಿ ಪುತ್ತೂರು ತಾಲೂಕು ಯೋಜನಾಧಿಕಾರಿ, ವಲಯ ಮೇಲ್ವಿಚಾರಕರು, ಸೇವಾ ಪ್ರತಿನಿಧಿಗಳು, ಒಕ್ಕೂಟದ ಅಧ್ಯಕ್ಷರು ಹಾಗೂ ಪದಾಧಿಕಾರಿಗಳು ಉಪಸ್ಥಿತರಿದ್ದರು. ಜನಜಾಗೃತಿ ವೇದಿಕೆಯ ಸದಸ್ಯರು, ಗ್ರಾ.ಪಂ. ಸದಸ್ಯರು ಭಾಗವಹಿಸಿದ್ದರು. ವಿದ್ಯಾ ಪ್ರಾರ್ಥಿಸಿದರು. xyxy=(1091,1014,1272,1154)
email-label: Email xyxy=(534,171,567,185)
subheading: ಸನ್ಮಾನ xyxy=(500,1813,527,1827)
divider xyxy=(45,540,301,542)
story4-col-1: ಕಾಸರಗೋಡು: ರಾಷ್ಟ್ರೀಯ ಅಧ್ಯಾಪಕ ಪರಿಷತ್ ಮಹಿಳಾ ಘಟಕದ ವತಿಯಿಂದ ಆಶಾಮನನ ಕಾರ್ಯಕ್ರಮ ನಡೆಯಿತು. ಕಾರ್ಯಕ್ರಮವನ್ನು ಹಿರಿಯ ಶಿಕ್ಷಕಿ ಉದ್ಘಾಟಿಸಿದರು. ಶಿಕ್ಷಕರಿಗಾಗಿ ಪ್ರತಿಭಾ ಪುರಸ್ಕಾರ ಹಾಗೂ ಸಾಧಕರಿಗೆ ಸನ್ಮಾನ ಕಾರ್ಯಕ್ರಮ ನಡೆಯಿತು. xyxy=(316,1609,493,1712)
news-title: ಉಪ್ಪಿನಂಗಡಿ: ಮಾ.13ರಂದು ಹುಣ್ಣಿಮೆ 3ನೇ ಮಹೋತ್ಸವ xyxy=(45,843,296,891)
box-body: ಆಶ್ಲೇಷ ಹೋಮ, ಭಾಧೋಚ್ಚಾಟನೆ, ವರ್ಣಹೋಮ, ಗಣಪತಿ ಹೋಮ, ತಿಲ ಹೋಮ, ಕ್ಷೀರ ಹೋಮ, ಮೃತ್ಯುಂಜಯ ಹೋಮ, ದುರ್ಗಾಪೂಜೆ ನಡೆದವು. xyxy=(978,2133,1174,2181)
main-col-2: ಸಂಸ್ಥೆಯೊಂದು ಗುತ್ತಿಗೆ ಪಡೆದಿದ್ದು, 2021ರಲ್ಲಿ ಕಾಮಗಾರಿ ಪೂರ್ಣಗೊಳ್ಳಬೇಕಾಗಿತ್ತು. ಕಾಮಗಾರಿ ವಿಳಂಬಕ್ಕೆ ಗುತ್ತಿಗೆದಾರ ಹಾಗೂ ಇಲಾಖೆಯ ನಿರ್ಲಕ್ಷ್ಯ ಕಾರಣ ಎಂದು ಸ್ಥಳೀಯರು ಆರೋಪಿಸಿದ್ದಾರೆ. ಸೇತುವೆಯ ಪಿಲ್ಲರ್‌ಗಳು ನಿರ್ಮಾಣಗೊಂಡಿದ್ದು, ಸ್ಲ್ಯಾಬ್ ಕಾಮಗಾರಿ ಬಾಕಿ ಉಳಿದಿದೆ. ಮಳೆಗಾಲದಲ್ಲಿ ನದಿಯಲ್ಲಿ ನೀರಿನ ಮಟ್ಟ ಏರಿಕೆಯಾದಾಗ ಕಾಮಗಾರಿ ಸ್ಥಗಿತಗೊಳ್ಳುತ್ತದೆ. ಪ್ರಸ್ತುತ ನದಿಯಲ್ಲಿ ನೀರಿನ ಮಟ್ಟ ಕಡಿಮೆ ಇದ್ದು, ಕಾಮಗಾರಿ ಮುಂದುವರಿಸಲು ಸೂಕ್ತ ಸಮಯವಾಗಿದೆ. (ಫೋಟೋ: ಸುರೇಶ್ ಬಂಟ್ವಾಳ) xyxy=(542,551,760,709)
news-body: ಮೂಲ್ಕಿ: ಕರಾವಳಿ ಸಂಗೀತ ಕಲಾವಿದರ ಒಕ್ಕೂಟ, ಐಕಳ ಪೊಂಪೈ ಚರ್ಚ್‌ನ ಸಂಗೀತ ವಿಭಾಗದ ಸಹಯೋಗದಲ್ಲಿ ಐಕಳ ಪೊಂಪೈ ಕಾಲೇಜಿನಲ್ಲಿ ಮಾರ್ಚ್ 11ರಂದು ಬೆಳಗ್ಗೆ ಗೀತ ಗಾಯನ ತರಬೇತಿ ನಡೆಯಲಿದೆ. ಕೊಂಕಣಿ ಪುಷ್ಪರ ಕುಮಾರ, ಸಂಗೀತ ಬಾಲಕೃಷ್ಣ, ರವೀಂದ್ರ ಪ್ರಭು ತರಬೇತಿ ನೀಡಲಿದ್ದಾರೆ. ಆಸಕ್ತ ವಿದ್ಯಾರ್ಥಿಗಳಿಗೆ ಉಚಿತ ಪ್ರವೇಶ ವ್ಯವಸ್ಥೆ ಮಾಡಲಾಗಿದೆ. xyxy=(45,604,301,690)
subheading: ಸಮಾಜಸೇವೆಗೆ ಶ್ರೇಷ್ಠಾಭಾಧ xyxy=(316,1836,420,1850)
news-title: ರಾಷ್ಟ್ರೀಯ ಹಿರಿಯರ ಕ್ರೀಡಾಕೂಟ: ಗ್ಲಾಡಿಸ್ ಪಾಯ್ಸ್‌ಗೆ ಪ್ರಶಸ್ತಿ xyxy=(45,250,251,298)
box-title: ಸಾಧಕರಿಗೆ ಸನ್ಮಾನ xyxy=(704,1025,788,1043)
bullet-item: ■ ಇಲ್ಲಿನ ಸಮಸ್ಯೆಗೆ ಶೀಘ್ರ ಕ್ರಮಕೈಗೊಳ್ಳಲು ಆಗ್ರಹ xyxy=(1298,1743,1456,1775)
story7-col-2: ವ್ಯವಸ್ಥಾಪನಾ ಸಮಿತಿ ಅಧ್ಯಕ್ಷ ಈಶ್ವರ ಭಟ್ ಪಂಜಿಗುಡ್ಡೆ ಮಾತನಾಡಿ, ದೇವಳದ ಅಭಿವೃದ್ಧಿ ಕಾರ್ಯಗಳ ಬಗ್ಗೆ ಭಕ್ತರಿಗೆ ಮಾಹಿತಿ ನೀಡಿದರು. ವ್ಯವಸ್ಥಾಪನಾ ಸಮಿತಿ ಸದಸ್ಯರು, ಕಾರ್ಯನಿರ್ವಹಣಾಧಿಕಾರಿ, ಭಕ್ತಾದಿಗಳು ಉಪಸ್ಥಿತರಿದ್ದರು. ವಿವಿಧ ಭಜನಾ ಮಂಡಳಿಗಳಿಂದ ಭಜನೆ ನಡೆಯಿತು. xyxy=(967,2214,1185,2300)
